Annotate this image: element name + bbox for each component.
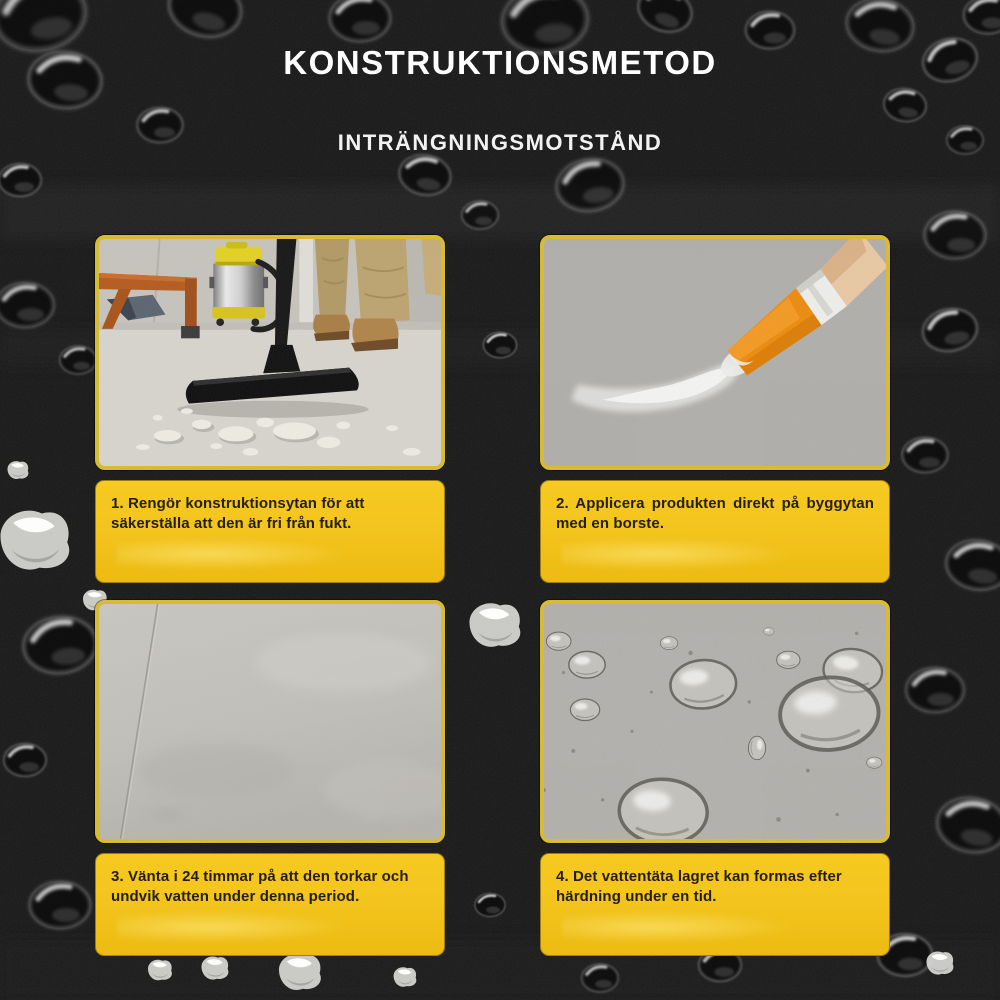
page-subtitle: INTRÄNGNINGSMOTSTÅND xyxy=(337,130,663,155)
step-caption-4: 4. Det vattentäta lagret kan formas efter härdning under en tid. xyxy=(540,853,890,956)
photo-step2-brush-applying-product xyxy=(540,235,890,470)
step-panel-3 xyxy=(95,600,445,956)
photo-step4-water-beads-on-concrete xyxy=(540,600,890,843)
step-caption-2: 2. Applicera produkten direkt på byggytan med en borste. xyxy=(540,480,890,583)
photo-step1-vacuum-cleaning-floor xyxy=(95,235,445,470)
step-panel-2 xyxy=(540,235,890,583)
step-panel-1 xyxy=(95,235,445,583)
step-caption-3: 3. Vänta i 24 timmar på att den torkar och undvik vatten under denna period. xyxy=(95,853,445,956)
step-caption-1: 1. Rengör konstruktionsytan för att säkerställa att den är fri från fukt. xyxy=(95,480,445,583)
photo-step3-dry-grey-floor xyxy=(95,600,445,843)
page-title: KONSTRUKTIONSMETOD xyxy=(283,44,717,81)
step-panel-4 xyxy=(540,600,890,956)
